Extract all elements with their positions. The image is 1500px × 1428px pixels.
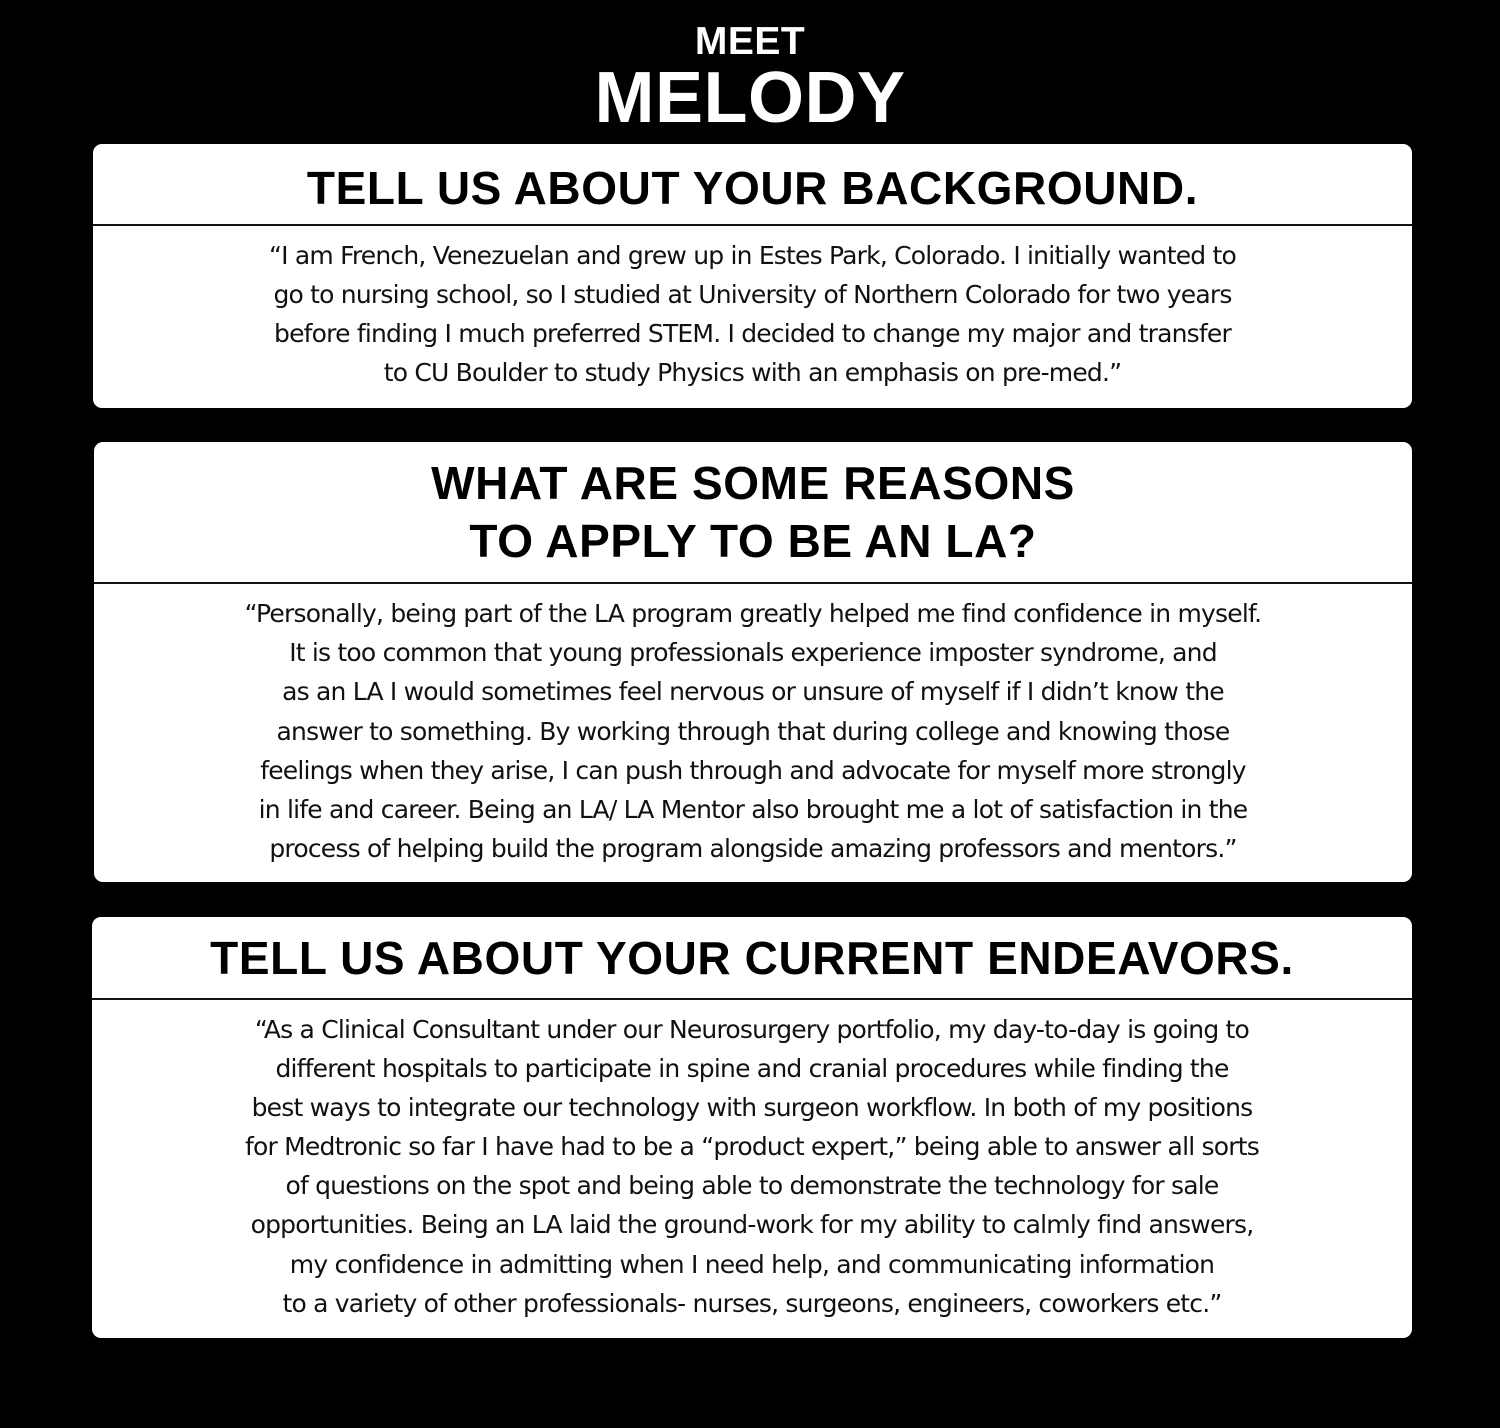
endeavors-answer-line: “As a Clinical Consultant under our Neurosurgery portfolio, my day-to-day is going to: [254, 1015, 1250, 1044]
reasons-answer-line: answer to something. By working through that during college and knowing those: [276, 716, 1230, 746]
endeavors-answer-line: my confidence in admitting when I need help, and communicating information: [289, 1249, 1215, 1279]
background-title-line-1: TELL US ABOUT YOUR BACKGROUND.: [306, 162, 1199, 214]
reasons-answer-line: as an LA I would sometimes feel nervous or unsure of myself if I didn’t know the: [282, 677, 1224, 707]
reasons-answer-line: “Personally, being part of the LA program greatly helped me find confidence in myself.: [244, 599, 1262, 628]
endeavors-card: [92, 917, 1412, 1338]
header-kicker: MEET: [694, 20, 806, 63]
reasons-divider: [94, 582, 1412, 584]
reasons-answer-line: in life and career. Being an LA/ LA Mentor also brought me a lot of satisfaction in the: [258, 795, 1248, 825]
background-answer-line: go to nursing school, so I studied at University of Northern Colorado for two years: [273, 280, 1232, 309]
reasons-card: [94, 442, 1412, 882]
background-answer-line: “I am French, Venezuelan and grew up in Estes Park, Colorado. I initially wanted to: [269, 241, 1236, 270]
endeavors-answer-line: opportunities. Being an LA laid the ground-work for my ability to calmly find answers,: [250, 1210, 1254, 1240]
reasons-title-line-1: WHAT ARE SOME REASONS: [431, 457, 1075, 509]
background-card: [93, 144, 1412, 408]
reasons-answer-line: It is too common that young professionals experience imposter syndrome, and: [289, 638, 1217, 668]
reasons-answer: [94, 594, 1412, 868]
endeavors-title-line-1: TELL US ABOUT YOUR CURRENT ENDEAVORS.: [210, 932, 1294, 984]
background-title: [93, 160, 1412, 216]
background-answer-line: to CU Boulder to study Physics with an emphasis on pre-med.”: [383, 358, 1122, 387]
endeavors-answer-line: different hospitals to participate in spine and cranial procedures while finding the: [275, 1054, 1229, 1084]
endeavors-title: [92, 929, 1412, 987]
background-answer: [93, 236, 1412, 392]
profile-name: MELODY: [594, 58, 906, 138]
endeavors-divider: [92, 998, 1412, 1000]
reasons-title-line-2: TO APPLY TO BE AN LA?: [469, 515, 1037, 567]
reasons-answer-line: feelings when they arise, I can push through and advocate for myself more strongly: [260, 755, 1246, 785]
reasons-answer-line: process of helping build the program alongside amazing professors and mentors.”: [269, 834, 1237, 864]
reasons-title: [94, 454, 1412, 570]
endeavors-answer-line: for Medtronic so far I have had to be a “product expert,” being able to answer all sorts: [245, 1132, 1259, 1162]
background-divider: [93, 224, 1412, 226]
endeavors-answer-line: best ways to integrate our technology with surgeon workflow. In both of my positions: [251, 1093, 1253, 1123]
endeavors-answer: [92, 1010, 1412, 1323]
endeavors-answer-line: of questions on the spot and being able to demonstrate the technology for sale: [285, 1171, 1219, 1201]
background-answer-line: before finding I much preferred STEM. I decided to change my major and transfer: [274, 319, 1231, 348]
endeavors-answer-line: to a variety of other professionals- nurses, surgeons, engineers, coworkers etc.”: [282, 1288, 1222, 1318]
